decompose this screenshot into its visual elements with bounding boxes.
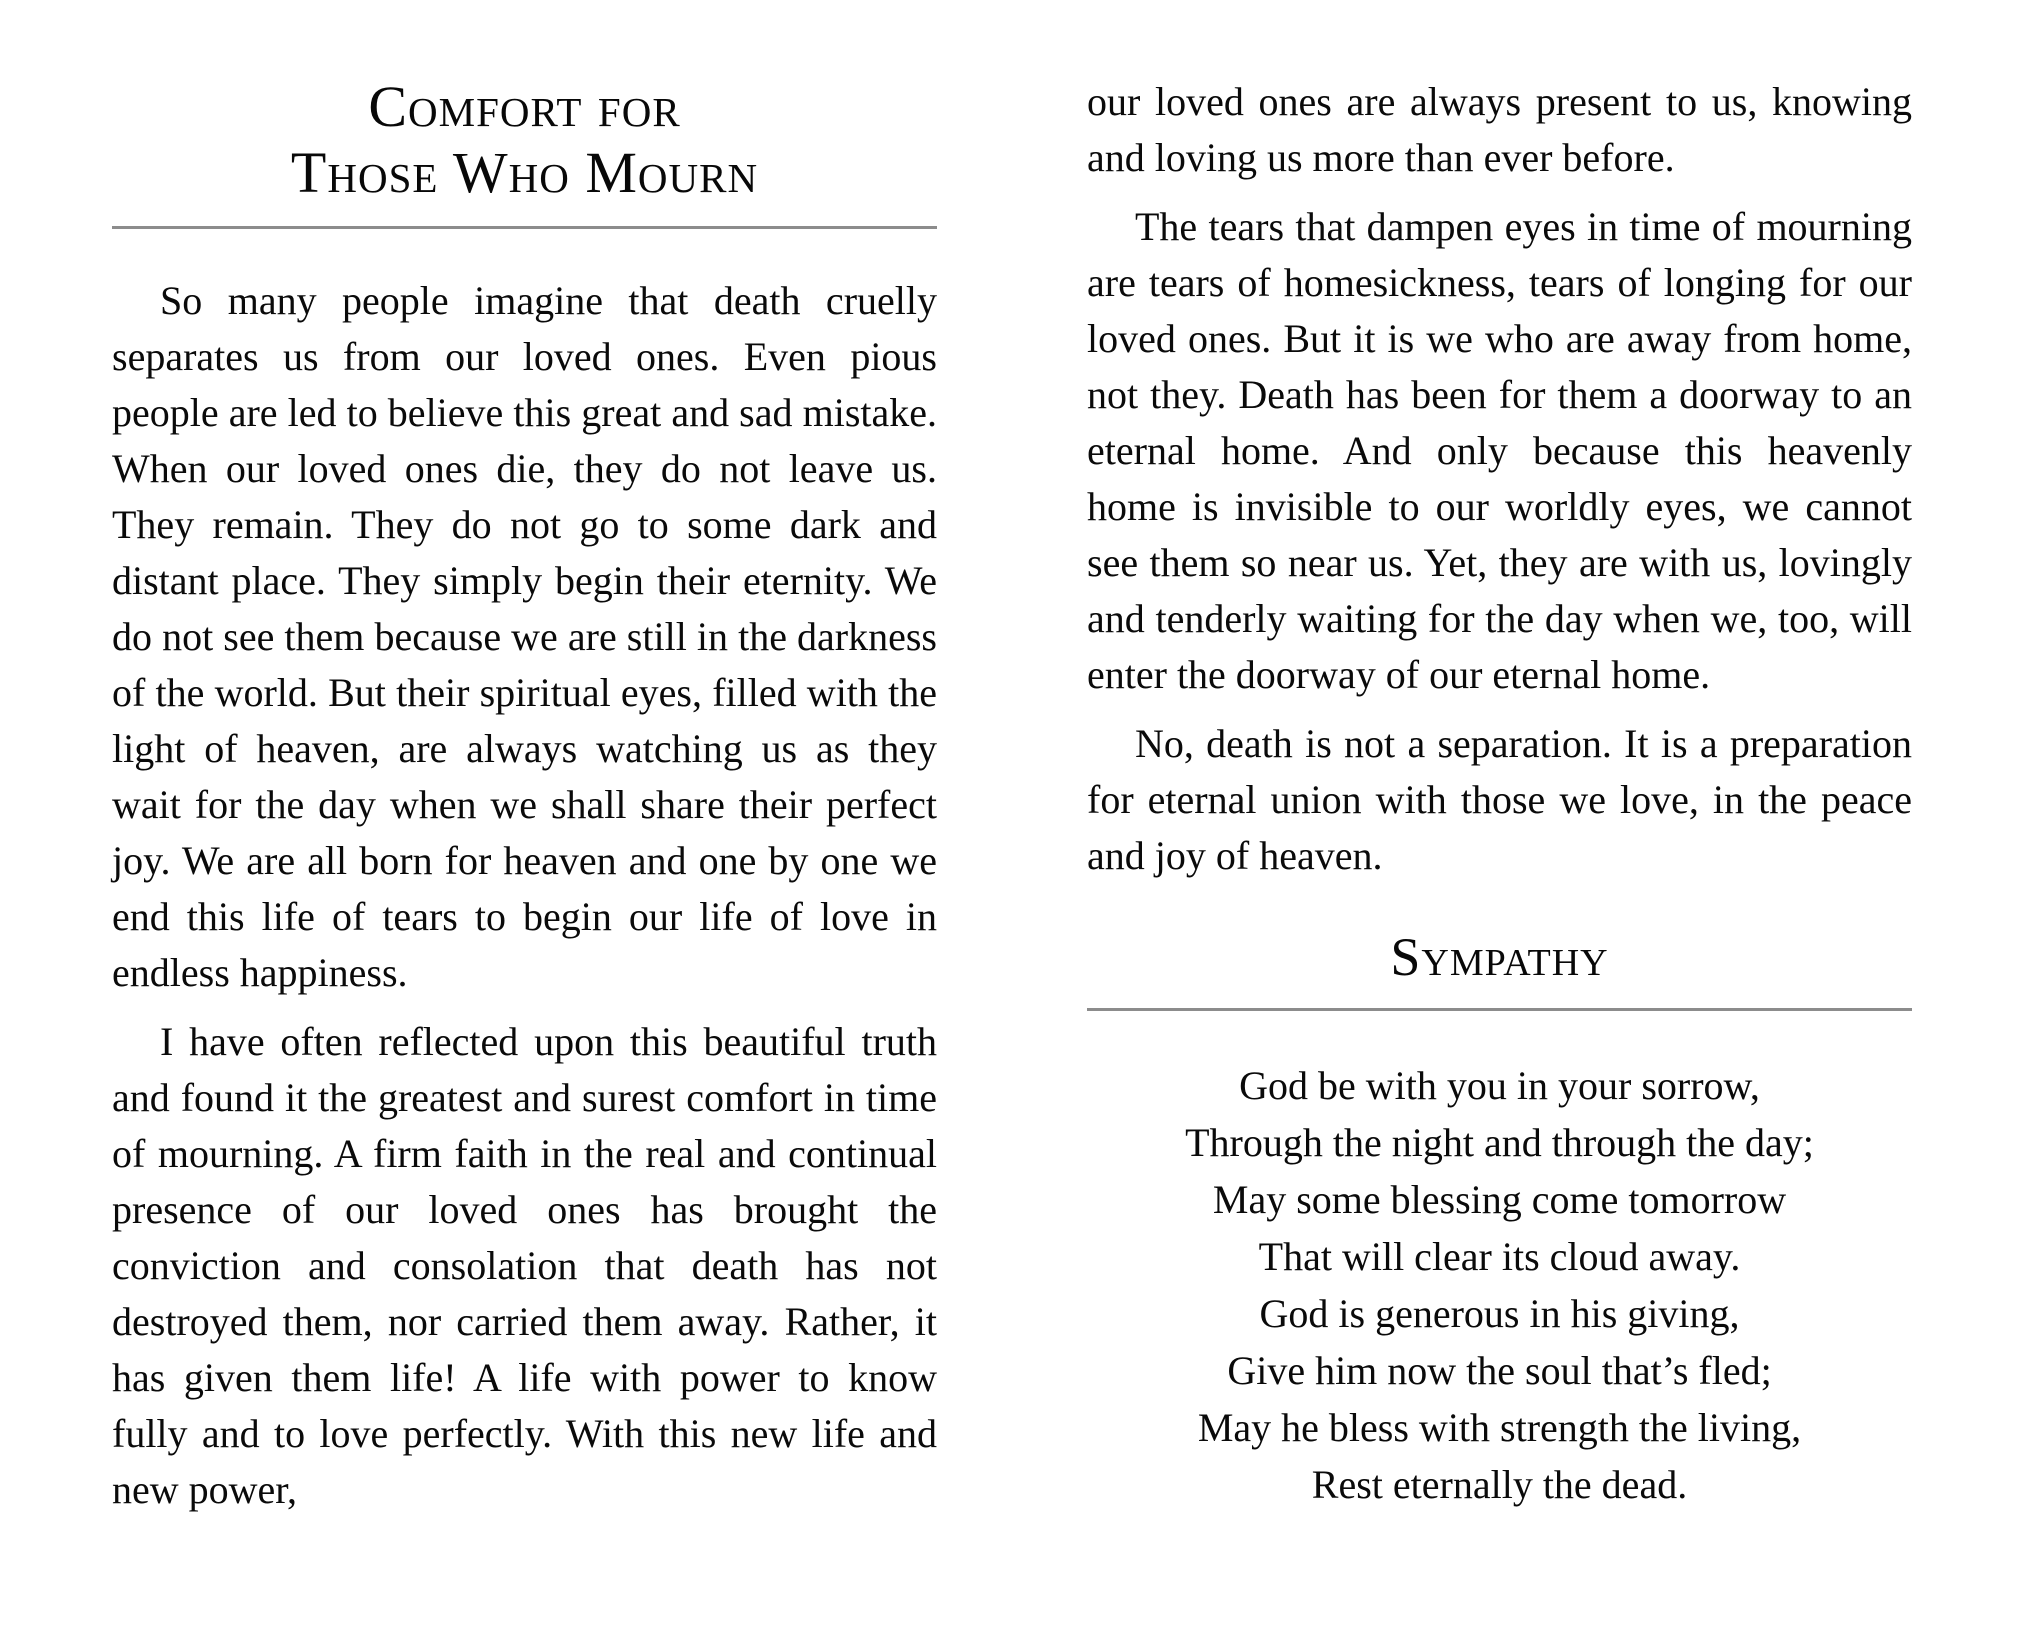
paragraph-comfort-5: No, death is not a separation. It is a preparation for eternal union with those we love, in the peace and joy of heaven. (1087, 721, 1912, 878)
poem-line-4: That will clear its cloud away. (1258, 1234, 1741, 1279)
poem-line-8: Rest eternally the dead. (1311, 1462, 1688, 1507)
poem-line-3: May some blessing come tomorrow (1212, 1177, 1787, 1222)
poem-line-5: God is generous in his giving, (1259, 1291, 1740, 1336)
left-column-body (112, 273, 937, 1518)
poem-line-7: May he bless with strength the living, (1197, 1405, 1802, 1450)
poem-line-6: Give him now the soul that’s fled; (1227, 1348, 1772, 1393)
poem-line-2: Through the night and through the day; (1185, 1120, 1814, 1165)
paragraph-comfort-4: The tears that dampen eyes in time of mourning are tears of homesickness, tears of longing for our loved ones. But it is we who are away from home, not they. Death has been for them a doorway to an eternal home. And only because this heavenly home is invisible to our worldly eyes, we cannot see them so near us. Yet, they are with us, lovingly and tenderly waiting for the day when we, too, will enter the doorway of our eternal home. (1087, 204, 1912, 697)
right-column (1087, 74, 1912, 1650)
paragraph-comfort-2: I have often reflected upon this beautiful truth and found it the greatest and surest comfort in time of mourning. A firm faith in the real and continual presence of our loved ones has brought the conviction and consolation that death has not destroyed them, nor carried them away. Rather, it has given them life! A life with power to know fully and to love perfectly. With this new life and new power, (112, 1019, 937, 1512)
title-line-1: Comfort for (368, 74, 681, 139)
left-column (112, 74, 937, 1650)
right-column-body (1087, 74, 1912, 884)
poem-line-1: God be with you in your sorrow, (1239, 1063, 1760, 1108)
sympathy-title: Sympathy (1390, 927, 1609, 987)
page-title (112, 74, 937, 229)
sympathy-section-heading (1087, 926, 1912, 1011)
title-divider (112, 226, 937, 229)
paragraph-comfort-1: So many people imagine that death cruelly separates us from our loved ones. Even pious people are led to believe this great and sad mistake. When our loved ones die, they do not leave us. They remain. They do not go to some dark and distant place. They simply begin their eternity. We do not see them because we are still in the darkness of the world. But their spiritual eyes, filled with the light of heaven, are always watching us as they wait for the day when we shall share their perfect joy. We are all born for heaven and one by one we end this life of tears to begin our life of love in endless happiness. (112, 278, 937, 995)
paragraph-comfort-3: our loved ones are always present to us, knowing and loving us more than ever before. (1087, 79, 1912, 180)
sympathy-divider (1087, 1008, 1912, 1011)
title-line-2: Those Who Mourn (290, 140, 759, 205)
sympathy-poem (1087, 1057, 1912, 1513)
